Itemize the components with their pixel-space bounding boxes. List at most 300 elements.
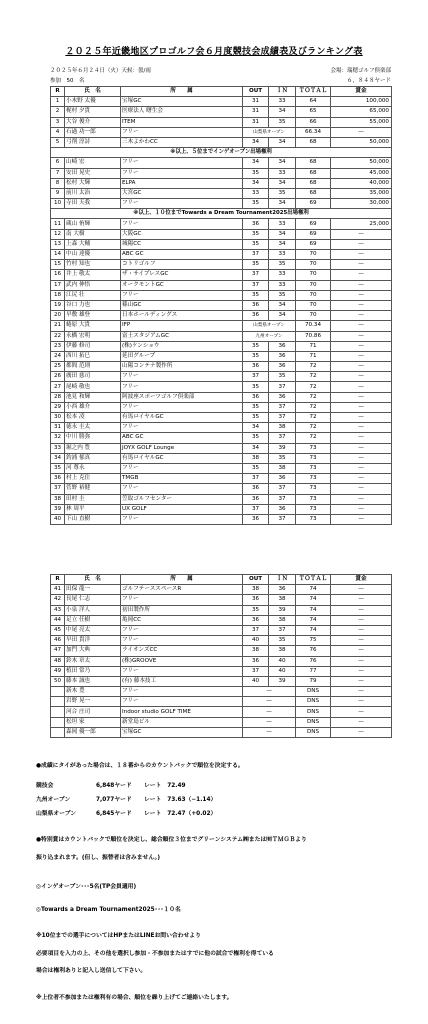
club-cell: 大阪GC: [121, 229, 243, 239]
club-cell: フリー: [121, 666, 243, 676]
in-cell: 39: [269, 443, 296, 453]
qualification-band: [51, 209, 392, 219]
name-cell: 足立 任樹: [65, 615, 121, 625]
rank-cell: 20: [51, 311, 65, 321]
table-row: [51, 697, 392, 707]
prize-cell: —: [331, 127, 392, 137]
in-cell: 34: [269, 311, 296, 321]
club-cell: ITEM: [121, 117, 243, 127]
out-cell: —: [243, 727, 296, 737]
name-cell: 伊藤 修司: [65, 341, 121, 351]
prize-cell: 55,000: [331, 117, 392, 127]
total-cell: 64: [296, 97, 331, 107]
out-cell: 35: [243, 413, 269, 423]
club-cell: 医療法人 曙生会: [121, 107, 243, 117]
club-cell: TMGB: [121, 474, 243, 484]
header-club: 所 属: [121, 575, 243, 585]
table-row: [51, 676, 392, 686]
table-row: [51, 402, 392, 412]
prize-cell: 30,000: [331, 199, 392, 209]
header-total: ＴＯＴＡＬ: [296, 575, 331, 585]
name-cell: 武内 伸悟: [65, 280, 121, 290]
club-cell: フリー: [121, 595, 243, 605]
name-cell: 永橋 宏明: [65, 331, 121, 341]
rank-cell: 49: [51, 666, 65, 676]
table-row: [51, 199, 392, 209]
rank-cell: [51, 687, 65, 697]
total-cell: 73: [296, 484, 331, 494]
out-cell: 37: [243, 280, 269, 290]
prize-cell: —: [331, 300, 392, 310]
rank-cell: 17: [51, 280, 65, 290]
in-cell: 38: [269, 463, 296, 473]
total-cell: 73: [296, 453, 331, 463]
name-cell: 石過 功一郎: [65, 127, 121, 137]
table-row: [51, 707, 392, 717]
out-cell: 37: [243, 666, 269, 676]
club-cell: (株)GROOVE: [121, 656, 243, 666]
table-row: [51, 605, 392, 615]
prize-cell: 50,000: [331, 137, 392, 147]
table-row: [51, 362, 392, 372]
prize-cell: —: [331, 443, 392, 453]
header-club: 所 属: [121, 87, 243, 97]
total-cell: 74: [296, 595, 331, 605]
table-row: [51, 229, 392, 239]
prize-cell: —: [331, 717, 392, 727]
out-cell: 35: [243, 433, 269, 443]
name-cell: 安田 晃史: [65, 168, 121, 178]
total-cell: 74: [296, 615, 331, 625]
out-cell: 34: [243, 178, 269, 188]
total-cell: 75: [296, 636, 331, 646]
club-cell: フリー: [121, 636, 243, 646]
club-cell: 初田製作所: [121, 605, 243, 615]
name-cell: 早田 貴洋: [65, 636, 121, 646]
out-cell: 37: [243, 625, 269, 635]
table-row: [51, 239, 392, 249]
total-cell: DNS: [296, 717, 331, 727]
out-cell: 36: [243, 615, 269, 625]
total-cell: 70: [296, 311, 331, 321]
header-out: OUT: [243, 87, 269, 97]
out-cell: 37: [243, 270, 269, 280]
prize-cell: 65,000: [331, 107, 392, 117]
rating-name: 山梨県オープン: [36, 811, 77, 817]
prize-cell: —: [331, 646, 392, 656]
out-cell: —: [243, 687, 296, 697]
total-cell: 70: [296, 300, 331, 310]
rank-cell: 37: [51, 484, 65, 494]
out-cell: 36: [243, 656, 269, 666]
table-row: [51, 433, 392, 443]
name-cell: 森岡 優一郎: [65, 727, 121, 737]
header-out: OUT: [243, 575, 269, 585]
qualification-note: ※以上、５位までインゲオープン出場権利: [51, 148, 392, 158]
in-cell: 40: [269, 656, 296, 666]
date-line: ２０２５年６月２４日（火）天候：曇/雨: [50, 68, 151, 74]
results-table-top: [50, 86, 392, 525]
prize-cell: —: [331, 615, 392, 625]
rating-yard: 6,845ヤード: [96, 811, 132, 817]
table-row: [51, 260, 392, 270]
out-cell: —: [243, 707, 296, 717]
table-row: [51, 494, 392, 504]
prize-cell: —: [331, 494, 392, 504]
rank-cell: 24: [51, 351, 65, 361]
header-in: ＩＮ: [269, 87, 296, 97]
prize-cell: —: [331, 484, 392, 494]
out-cell: 37: [243, 372, 269, 382]
header-in: ＩＮ: [269, 575, 296, 585]
total-cell: 73: [296, 494, 331, 504]
club-cell: (有) 藤本技工: [121, 676, 243, 686]
table-header-row: [51, 87, 392, 97]
prize-cell: —: [331, 514, 392, 524]
table-row: [51, 392, 392, 402]
prize-cell: —: [331, 687, 392, 697]
prize-cell: —: [331, 229, 392, 239]
prize-cell: —: [331, 727, 392, 737]
in-cell: 36: [269, 585, 296, 595]
total-cell: DNS: [296, 707, 331, 717]
in-cell: 36: [269, 351, 296, 361]
total-cell: 70: [296, 270, 331, 280]
club-cell: ABC GC: [121, 433, 243, 443]
in-cell: 35: [269, 290, 296, 300]
rank-cell: 47: [51, 646, 65, 656]
prize-cell: 25,000: [331, 219, 392, 229]
total-cell: 73: [296, 474, 331, 484]
out-cell: 35: [243, 229, 269, 239]
table-row: [51, 463, 392, 473]
rank-cell: [51, 697, 65, 707]
name-cell: 中尾 亮太: [65, 625, 121, 635]
club-cell: (株)ケンショウ: [121, 341, 243, 351]
rank-cell: 27: [51, 382, 65, 392]
prize-cell: —: [331, 362, 392, 372]
club-cell: フリー: [121, 158, 243, 168]
out-cell: 36: [243, 219, 269, 229]
out-cell: 35: [243, 382, 269, 392]
rank-cell: 3: [51, 117, 65, 127]
rank-cell: 35: [51, 463, 65, 473]
name-cell: 松坦 家: [65, 717, 121, 727]
prize-cell: —: [331, 382, 392, 392]
in-cell: 33: [269, 219, 296, 229]
prize-cell: —: [331, 239, 392, 249]
table-row: [51, 280, 392, 290]
table-row: [51, 117, 392, 127]
prize-cell: —: [331, 402, 392, 412]
table-row: [51, 372, 392, 382]
rank-cell: 9: [51, 188, 65, 198]
rating-name: 競技会: [36, 783, 54, 789]
total-cell: DNS: [296, 727, 331, 737]
club-cell: フリー: [121, 168, 243, 178]
in-cell: 37: [269, 484, 296, 494]
rank-cell: 14: [51, 250, 65, 260]
table-row: [51, 107, 392, 117]
table-row: [51, 300, 392, 310]
rank-cell: 26: [51, 372, 65, 382]
total-cell: 73: [296, 504, 331, 514]
contact-note-2: 必要項目を入力の上、その他を選択し参加・不参加またはすでに他の試合で権利を得ている: [36, 951, 274, 957]
table-row: [51, 727, 392, 737]
club-cell: フリー: [121, 199, 243, 209]
qualification-note: ※以上、１０位までTowards a Dream Tournament2025出場権利: [51, 209, 392, 219]
prize-cell: —: [331, 250, 392, 260]
prize-cell: 100,000: [331, 97, 392, 107]
club-cell: 有馬ロイヤルGC: [121, 453, 243, 463]
in-cell: 37: [269, 413, 296, 423]
out-cell: 36: [243, 311, 269, 321]
total-cell: 71: [296, 351, 331, 361]
table-row: [51, 250, 392, 260]
total-cell: 69: [296, 229, 331, 239]
prize-cell: —: [331, 413, 392, 423]
out-cell: 35: [243, 260, 269, 270]
name-cell: 池見 和輝: [65, 392, 121, 402]
club-cell: フリー: [121, 697, 243, 707]
rating-rate: レート 73.63（−1.14）: [144, 797, 217, 803]
rank-cell: 36: [51, 474, 65, 484]
qualification-band: [51, 148, 392, 158]
rating-rate: レート 72.47（+0.02）: [144, 811, 217, 817]
table-row: [51, 453, 392, 463]
in-cell: 34: [269, 300, 296, 310]
total-cell: 70: [296, 260, 331, 270]
prize-cell: —: [331, 656, 392, 666]
rank-cell: 32: [51, 433, 65, 443]
in-cell: 33: [269, 168, 296, 178]
table-row: [51, 666, 392, 676]
club-cell: 宝塚GC: [121, 97, 243, 107]
rank-cell: 39: [51, 504, 65, 514]
rating-yard: 6,848ヤード: [96, 783, 132, 789]
in-cell: 36: [269, 392, 296, 402]
total-cell: 69: [296, 199, 331, 209]
total-cell: 66.34: [296, 127, 331, 137]
table-row: [51, 484, 392, 494]
total-cell: 72: [296, 433, 331, 443]
club-cell: 城陽CC: [121, 239, 243, 249]
in-cell: 34: [269, 107, 296, 117]
out-cell: 38: [243, 585, 269, 595]
table-row: [51, 382, 392, 392]
name-cell: 新木 豊: [65, 687, 121, 697]
name-cell: 田保 龍一: [65, 585, 121, 595]
prize-cell: —: [331, 321, 392, 331]
total-cell: 70: [296, 290, 331, 300]
name-cell: 寺田 天我: [65, 199, 121, 209]
prize-cell: —: [331, 463, 392, 473]
rank-cell: 33: [51, 443, 65, 453]
table-row: [51, 311, 392, 321]
rank-cell: 8: [51, 178, 65, 188]
total-cell: 68: [296, 158, 331, 168]
prize-cell: —: [331, 453, 392, 463]
club-cell: フリー: [121, 402, 243, 412]
total-cell: 71: [296, 341, 331, 351]
in-cell: 33: [269, 270, 296, 280]
prize-cell: —: [331, 270, 392, 280]
in-cell: 37: [269, 514, 296, 524]
name-cell: 岩野 晃一: [65, 697, 121, 707]
name-cell: 松村 大輝: [65, 178, 121, 188]
club-cell: 篠山GC: [121, 300, 243, 310]
table-row: [51, 615, 392, 625]
total-cell: 73: [296, 443, 331, 453]
total-cell: 68: [296, 137, 331, 147]
results-table-bottom: [50, 574, 392, 738]
prize-cell: —: [331, 605, 392, 615]
in-cell: 35: [269, 372, 296, 382]
total-cell: 68: [296, 178, 331, 188]
club-cell: 大宮GC: [121, 188, 243, 198]
name-cell: 尾崎 敬也: [65, 382, 121, 392]
total-cell: 66: [296, 117, 331, 127]
out-cell: 40: [243, 636, 269, 646]
out-cell: 31: [243, 97, 269, 107]
in-cell: 39: [269, 605, 296, 615]
header-name: 氏 名: [65, 87, 121, 97]
rank-cell: 21: [51, 321, 65, 331]
club-cell: フリー: [121, 484, 243, 494]
in-cell: 38: [269, 615, 296, 625]
inge-open-note: ◎インゲオープン･･･5名(TP会員適用): [36, 884, 137, 890]
total-cell: 73: [296, 463, 331, 473]
table-row: [51, 290, 392, 300]
rank-cell: 22: [51, 331, 65, 341]
header-rank: R: [51, 575, 65, 585]
total-cell: 72: [296, 413, 331, 423]
total-cell: 68: [296, 188, 331, 198]
rank-cell: [51, 707, 65, 717]
out-cell: 34: [243, 423, 269, 433]
rank-cell: 42: [51, 595, 65, 605]
rank-cell: 19: [51, 300, 65, 310]
rating-name: 九州オープン: [36, 797, 71, 803]
out-cell: 36: [243, 392, 269, 402]
table-row: [51, 423, 392, 433]
name-cell: 釣浦 郁真: [65, 453, 121, 463]
in-cell: 37: [269, 625, 296, 635]
prize-cell: —: [331, 423, 392, 433]
out-cell: 34: [243, 443, 269, 453]
club-cell: フリー: [121, 625, 243, 635]
table-row: [51, 321, 392, 331]
in-cell: 38: [269, 646, 296, 656]
out-cell: 36: [243, 595, 269, 605]
total-cell: 76: [296, 646, 331, 656]
in-cell: 34: [269, 239, 296, 249]
total-cell: 72: [296, 372, 331, 382]
name-cell: 加門 大典: [65, 646, 121, 656]
in-cell: 33: [269, 280, 296, 290]
club-cell: フリー: [121, 372, 243, 382]
total-cell: 72: [296, 402, 331, 412]
name-cell: 徳永 圭太: [65, 423, 121, 433]
name-cell: 井上 敬太: [65, 270, 121, 280]
out-cell: 36: [243, 484, 269, 494]
club-cell: 亀岡CC: [121, 615, 243, 625]
rank-cell: 46: [51, 636, 65, 646]
table-row: [51, 351, 392, 361]
out-cell: 35: [243, 463, 269, 473]
rank-cell: 50: [51, 676, 65, 686]
name-cell: 下山 直樹: [65, 514, 121, 524]
out-cell: —: [243, 697, 296, 707]
in-cell: 33: [269, 97, 296, 107]
club-cell: フリー: [121, 127, 243, 137]
prize-cell: —: [331, 666, 392, 676]
venue-line: 会場：瑞穂ゴルフ倶楽部: [330, 68, 391, 74]
club-cell: フリー: [121, 382, 243, 392]
out-cell: 40: [243, 676, 269, 686]
prize-cell: —: [331, 392, 392, 402]
prize-cell: —: [331, 707, 392, 717]
name-cell: 藤本 誠也: [65, 676, 121, 686]
out-cell: 山梨県オープン: [243, 127, 296, 137]
name-cell: 菅野 裕健: [65, 484, 121, 494]
table-row: [51, 158, 392, 168]
total-cell: 70.34: [296, 321, 331, 331]
in-cell: 34: [269, 229, 296, 239]
table-row: [51, 270, 392, 280]
total-cell: 74: [296, 625, 331, 635]
club-cell: 日本ホールディングス: [121, 311, 243, 321]
total-cell: 69: [296, 219, 331, 229]
table-row: [51, 188, 392, 198]
name-cell: 堀之内 豊: [65, 443, 121, 453]
name-cell: 大谷 俊介: [65, 117, 121, 127]
name-cell: 弓削 淳詩: [65, 137, 121, 147]
prize-cell: 45,000: [331, 168, 392, 178]
out-cell: 35: [243, 351, 269, 361]
name-cell: 中川 勝弥: [65, 433, 121, 443]
name-cell: 長尾 仁志: [65, 595, 121, 605]
towards-dream-note: ◎Towards a Dream Tournament2025･･･１０名: [36, 907, 181, 913]
prize-cell: —: [331, 331, 392, 341]
club-cell: Indoor studio GOLF TIME: [121, 707, 243, 717]
club-cell: フリー: [121, 423, 243, 433]
replacement-note: ※上位者不参加または権利有の場合、順位を繰り上げてご連絡いたします。: [36, 995, 233, 1001]
club-cell: UX GOLF: [121, 504, 243, 514]
club-cell: 新堂島ビル: [121, 717, 243, 727]
prize-cell: —: [331, 351, 392, 361]
prize-cell: —: [331, 636, 392, 646]
club-cell: フリー: [121, 514, 243, 524]
rank-cell: 5: [51, 137, 65, 147]
club-cell: フリー: [121, 219, 243, 229]
total-cell: 74: [296, 605, 331, 615]
club-cell: 三木よかわCC: [121, 137, 243, 147]
club-cell: ABC GC: [121, 250, 243, 260]
table-row: [51, 219, 392, 229]
name-cell: 小木野 太優: [65, 97, 121, 107]
in-cell: 34: [269, 199, 296, 209]
in-cell: 36: [269, 504, 296, 514]
out-cell: 34: [243, 158, 269, 168]
name-cell: 前川 太治: [65, 188, 121, 198]
in-cell: 34: [269, 137, 296, 147]
table-row: [51, 474, 392, 484]
rank-cell: 44: [51, 615, 65, 625]
name-cell: 松本 凌: [65, 413, 121, 423]
in-cell: 35: [269, 636, 296, 646]
club-cell: 富士スタジアムGC: [121, 331, 243, 341]
